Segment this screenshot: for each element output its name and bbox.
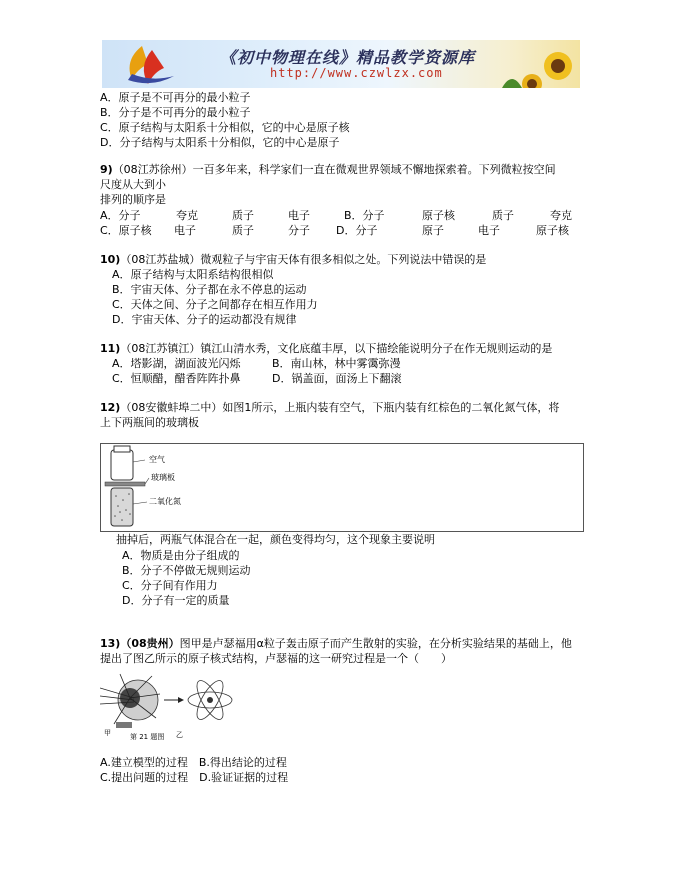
q12-number: 12): [100, 401, 121, 414]
label-air: 空气: [149, 455, 165, 464]
q9-r1-c2: 夸克: [176, 209, 198, 222]
q9-r1-c1: A．分子: [100, 209, 141, 222]
figure-1-jars: [100, 443, 584, 532]
q11-stem: （08江苏镇江）镇江山清水秀，文化底蕴丰厚，以下描绘能说明分子在作无规则运动的是: [120, 342, 553, 355]
q9-r2-c2: 电子: [174, 224, 196, 237]
q10-option-a: A．原子结构与太阳系结构很相似: [112, 268, 274, 281]
q9-stem-line2: 尺度从大到小: [100, 178, 166, 191]
q9-r2-c1: C．原子核: [100, 224, 152, 237]
q9-stem-line1: [100, 163, 556, 177]
sunflower-decoration: [502, 52, 572, 88]
q12-stem-line1: [100, 401, 559, 415]
q9-r1-c3: 质子: [232, 209, 254, 222]
q10-number: 10): [100, 253, 121, 266]
label-glass-plate: 玻璃板: [151, 473, 175, 482]
q10-option-c: C．天体之间、分子之间都存在相互作用力: [112, 298, 318, 311]
q10-stem-line: [100, 253, 486, 267]
q11-option-c: C．恒顺醋，醋香阵阵扑鼻: [112, 372, 241, 385]
q12-option-b: B．分子不停做无规则运动: [122, 564, 251, 577]
q9-r1-c4: 电子: [288, 209, 310, 222]
q11-option-b: B．南山林，林中雾霭弥漫: [272, 357, 401, 370]
q12-option-d: D．分子有一定的质量: [122, 594, 230, 607]
q9-r2-c4: 分子: [288, 224, 310, 237]
banner-title: 《初中物理在线》精品教学资源库: [220, 48, 476, 67]
q12-stem: （08安徽蚌埠二中）如图1所示，上瓶内装有空气，下瓶内装有红棕色的二氧化氮气体，将: [120, 401, 560, 414]
q8-option-c: C．原子结构与太阳系十分相似，它的中心是原子核: [100, 121, 350, 134]
q9-r1-c6: 原子核: [422, 209, 455, 222]
q13-stem-line2: 提出了图乙所示的原子核式结构，卢瑟福的这一研究过程是一个（ ）: [100, 652, 452, 665]
q12-option-c: C．分子间有作用力: [122, 579, 218, 592]
q9-number: 9): [100, 163, 113, 176]
q11-option-d: D．锅盖面，面汤上下翻滚: [272, 372, 402, 385]
q9-r2-c8: 原子核: [536, 224, 569, 237]
q8-option-b: B．分子是不可再分的最小粒子: [100, 106, 251, 119]
q10-option-d: D．宇宙天体、分子的运动都没有规律: [112, 313, 297, 326]
q13-number: 13): [100, 637, 121, 650]
q12-stem-line2: 上下两瓶间的玻璃板: [100, 416, 199, 429]
q10-stem: （08江苏盐城）微观粒子与宇宙天体有很多相似之处。下列说法中错误的是: [120, 253, 487, 266]
q13-stem: 图甲是卢瑟福用α粒子轰击原子而产生散射的实验，在分析实验结果的基础上，他: [179, 637, 572, 650]
q11-stem-line: [100, 342, 552, 356]
label-jia: 甲: [104, 729, 111, 737]
q9-r1-c7: 质子: [492, 209, 514, 222]
rutherford-diagram: [100, 670, 240, 740]
q8-option-d: D．分子结构与太阳系十分相似，它的中心是原子: [100, 136, 340, 149]
q9-r1-c8: 夸克: [550, 209, 572, 222]
q8-option-a: A．原子是不可再分的最小粒子: [100, 91, 251, 104]
q13-source: （08贵州）: [120, 637, 180, 650]
q9-r2-c5: D．分子: [336, 224, 378, 237]
q12-option-a: A．物质是由分子组成的: [122, 549, 240, 562]
q9-stem: （08江苏徐州）一百多年来，科学家们一直在微观世界领域不懈地探索着。下列微粒按空间: [112, 163, 556, 176]
q11-option-a: A．塔影湖，湖面波光闪烁: [112, 357, 241, 370]
figure-rutherford: [100, 670, 240, 740]
q9-r2-c3: 质子: [232, 224, 254, 237]
label-no2: 二氧化氮: [149, 497, 181, 506]
banner-url: http://www.czwlzx.com: [270, 66, 443, 80]
figure-caption: 第 21 题图: [130, 733, 165, 741]
q9-r1-c5: B．分子: [344, 209, 385, 222]
q12-continued: 抽掉后，两瓶气体混合在一起，颜色变得均匀，这个现象主要说明: [116, 533, 435, 546]
q13-stem-line1: [100, 637, 572, 651]
q13-options-cd: C.提出问题的过程 D.验证证据的过程: [100, 771, 289, 784]
q13-options-ab: A.建立模型的过程 B.得出结论的过程: [100, 756, 287, 769]
q9-r2-c6: 原子: [422, 224, 444, 237]
q9-stem-line3: 排列的顺序是: [100, 193, 166, 206]
q11-number: 11): [100, 342, 121, 355]
q9-r2-c7: 电子: [478, 224, 500, 237]
jar-diagram: [101, 444, 583, 531]
label-yi: 乙: [176, 731, 183, 739]
header-banner: [102, 40, 580, 88]
q10-option-b: B．宇宙天体、分子都在永不停息的运动: [112, 283, 307, 296]
